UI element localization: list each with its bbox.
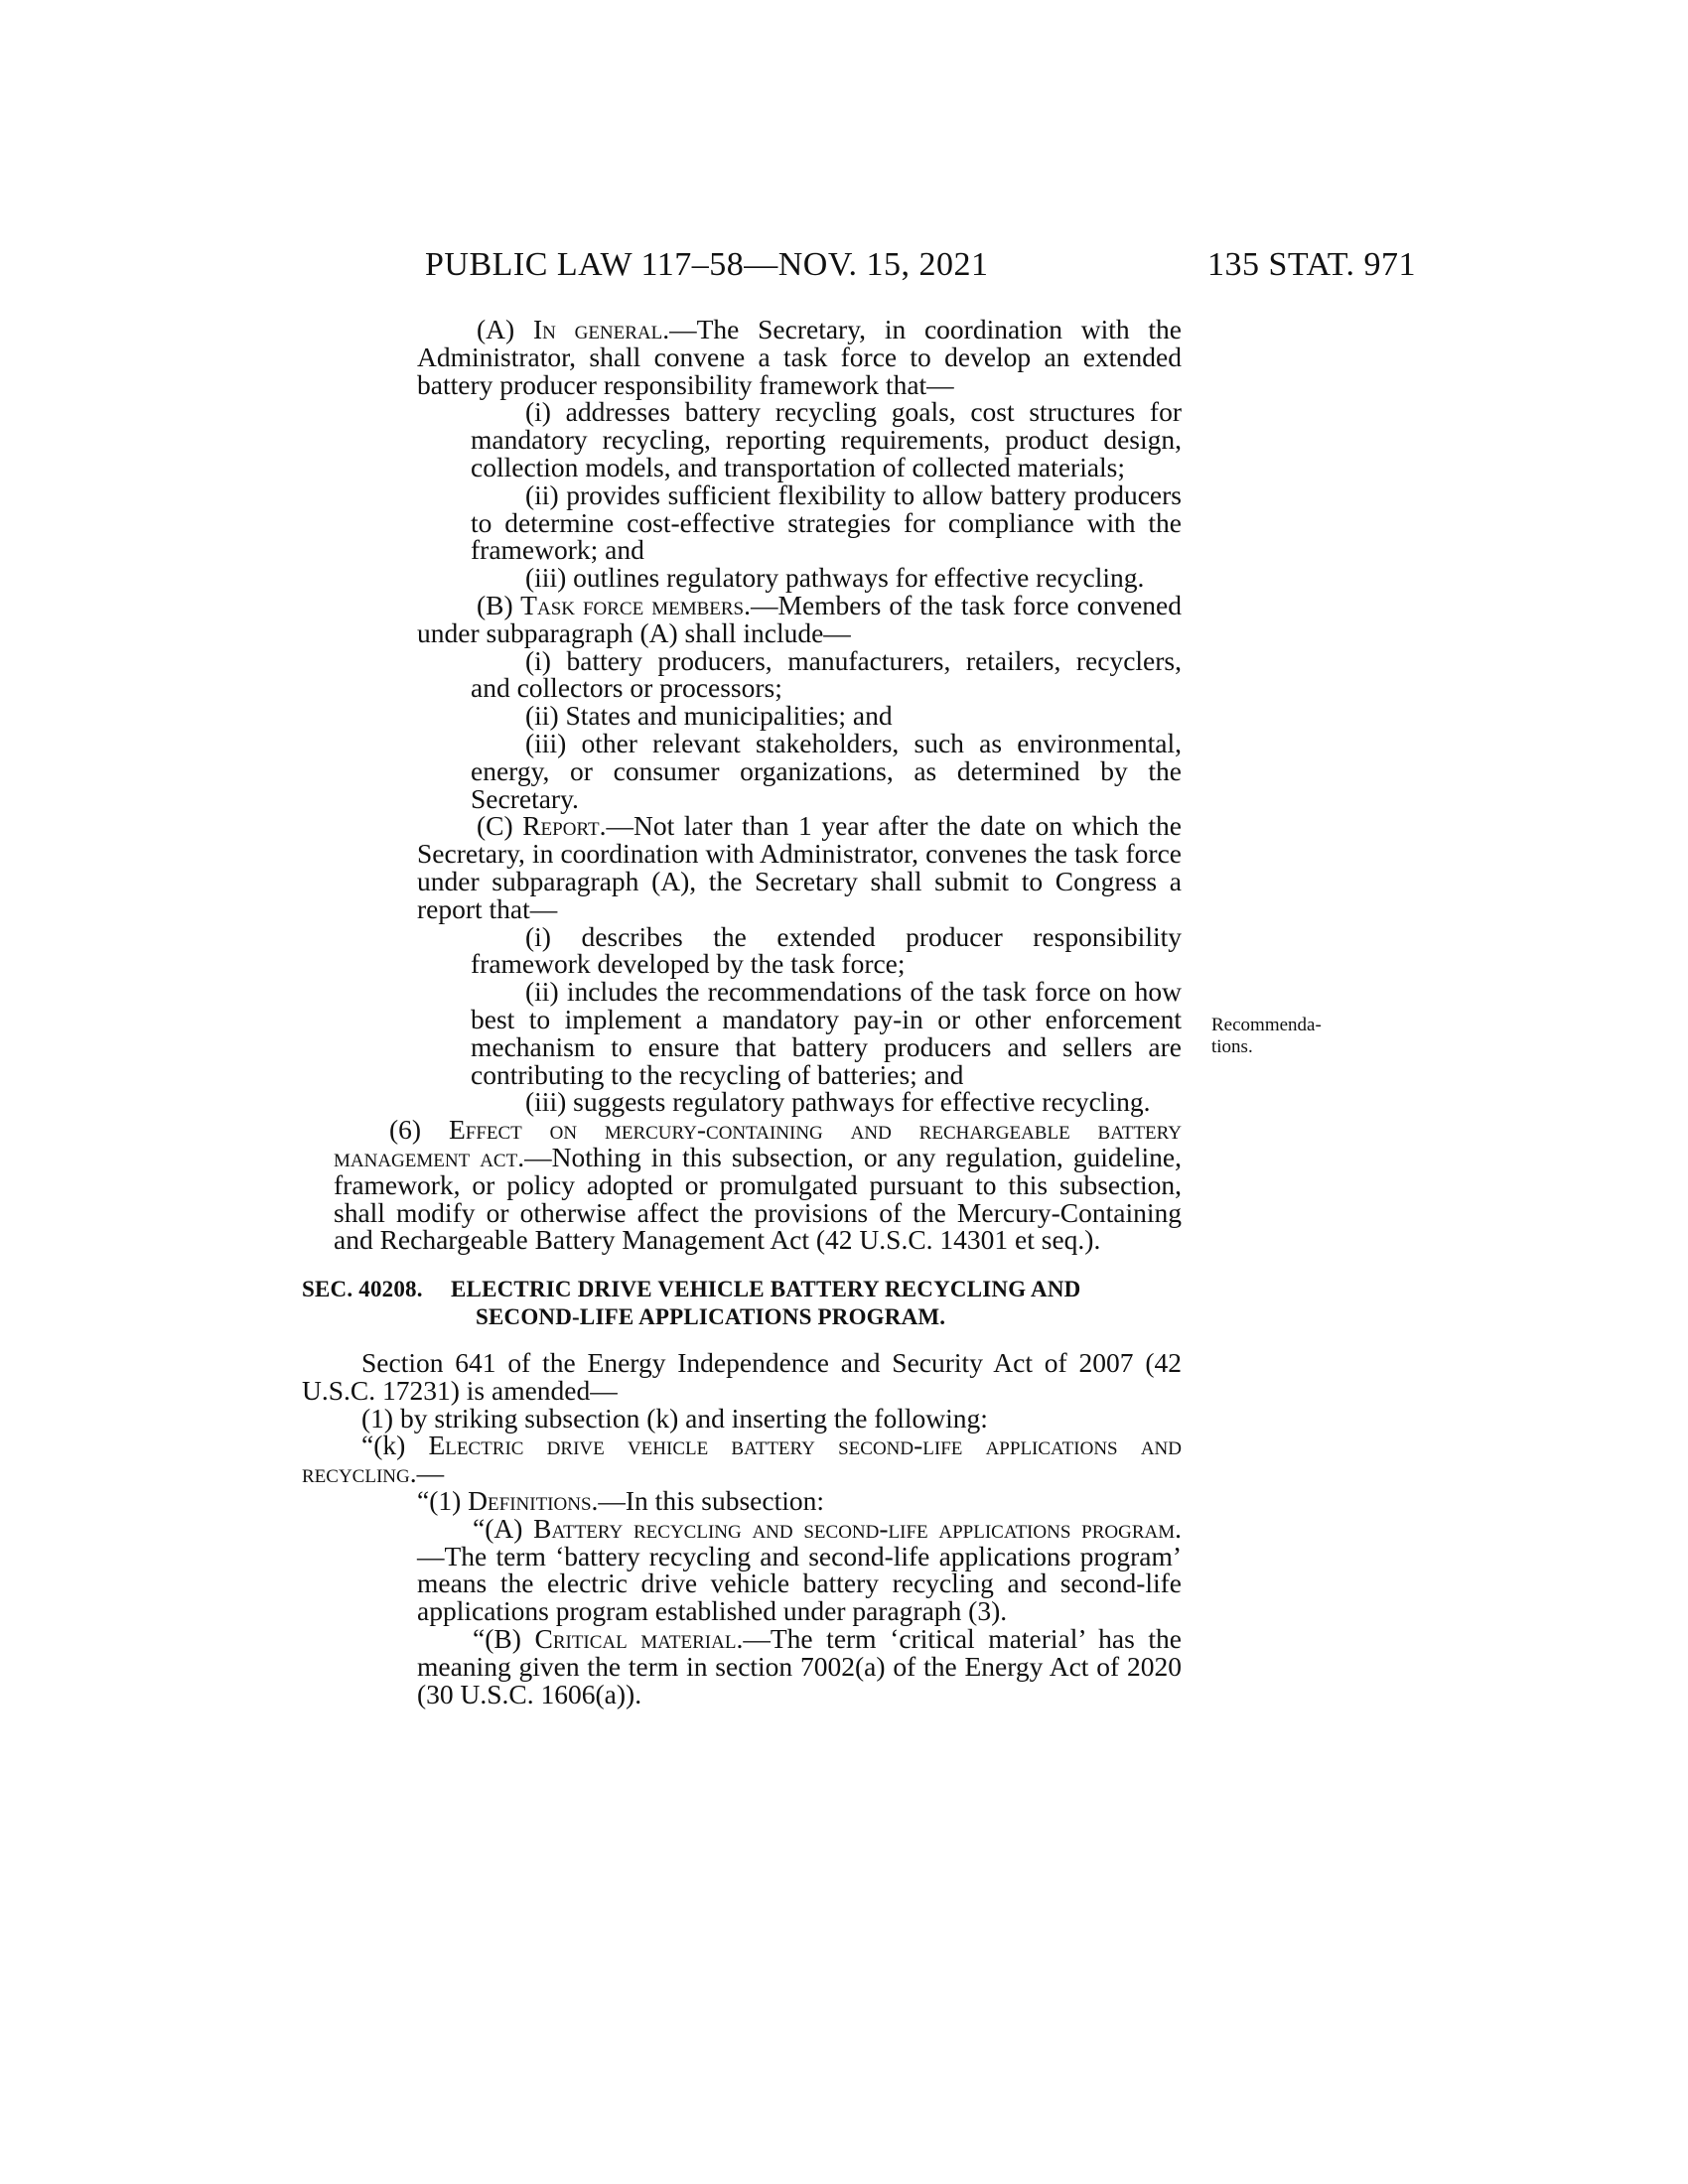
- running-header-law: PUBLIC LAW 117–58—NOV. 15, 2021: [425, 246, 989, 283]
- clause-C-i: (i) describes the extended producer responsibility framework developed by the task force;: [471, 920, 1182, 980]
- heading-report: eport: [540, 810, 600, 842]
- paragraph-6: (6) Effect on mercury-containing and rechargeable battery management act.—Nothing in this subsection, or any regulation, guideline, framework, or policy adopted or promulgated pursuant to this subsection, shall modify or otherwise affect the provisions of the Mercury-Containing and Rechargeable Battery Management Act (42 U.S.C. 14301 et seq.).: [334, 1114, 1183, 1256]
- section-intro: Section 641 of the Energy Independence and Security Act of 2007 (42 U.S.C. 17231) is amended—: [302, 1347, 1182, 1406]
- k-paragraph-1: “(1) Definitions.—In this subsection:: [417, 1485, 825, 1517]
- margin-note-line2: tions.: [1211, 1036, 1253, 1057]
- k-definition-A: “(A) Battery recycling and second-life applications program.—The term ‘battery recycling and second-life applications program’ means the electric drive vehicle battery recycling and second-life applications program established under paragraph (3).: [417, 1512, 1182, 1627]
- body-column: [302, 316, 1182, 1707]
- subparagraph-B: (B) Task force members.—Members of the task force convened under subparagraph (A) shall include—: [417, 589, 1182, 648]
- heading-critical-material: ritical material: [552, 1623, 737, 1655]
- heading-in-general: n general: [542, 314, 663, 344]
- margin-note-line1: Recommenda-: [1211, 1015, 1322, 1035]
- clause-A-ii: (ii) provides sufficient flexibility to allow battery producers to determine cost-effective strategies for compliance with the framework; and: [471, 478, 1182, 566]
- running-header-stat: 135 STAT. 971: [1207, 246, 1416, 283]
- heading-effect-on-act: ffect on mercury-containing and rechargeable battery management act: [334, 1114, 1182, 1172]
- clause-B-iii: (iii) other relevant stakeholders, such as environmental, energy, or consumer organizations, as determined by the Secretary.: [471, 727, 1182, 814]
- section-number: SEC. 40208.: [302, 1277, 423, 1302]
- clause-C-ii: (ii) includes the recommendations of the task force on how best to implement a mandatory pay-in or other enforcement mechanism to ensure that battery producers and sellers are contributing to the recycling of batteries; and: [471, 976, 1182, 1090]
- clause-B-ii: (ii) States and municipalities; and: [525, 700, 893, 732]
- amendment-item-1: (1) by striking subsection (k) and inserting the following:: [361, 1402, 988, 1433]
- margin-note: [1211, 1015, 1331, 1058]
- section-heading: [302, 1276, 1182, 1331]
- subparagraph-A: (A) In general.—The Secretary, in coordination with the Administrator, shall convene a task force to develop an extended battery producer responsibility framework that—: [417, 314, 1182, 400]
- heading-second-life: lectric drive vehicle battery second-life applications and recycling: [302, 1430, 1182, 1489]
- subparagraph-C: (C) Report.—Not later than 1 year after the date on which the Secretary, in coordination with Administrator, convenes the task force under subparagraph (A), the Secretary shall submit to Congress a report that—: [417, 810, 1182, 924]
- section-title: ELECTRIC DRIVE VEHICLE BATTERY RECYCLING AND SECOND-LIFE APPLICATIONS PROGRAM.: [451, 1277, 1081, 1330]
- subsection-k: “(k) Electric drive vehicle battery second-life applications and recycling.—: [302, 1430, 1182, 1489]
- clause-A-i: (i) addresses battery recycling goals, cost structures for mandatory recycling, reporting requirements, product design, collection models, and transportation of collected materials;: [471, 396, 1182, 482]
- clause-A-iii: (iii) outlines regulatory pathways for effective recycling.: [525, 562, 1145, 594]
- k-definition-B: “(B) Critical material.—The term ‘critical material’ has the meaning given the term in section 7002(a) of the Energy Act of 2020 (30 U.S.C. 1606(a)).: [417, 1623, 1182, 1709]
- heading-definitions: efinitions: [488, 1485, 592, 1517]
- heading-task-force-members: ask force members: [536, 589, 745, 620]
- clause-B-i: (i) battery producers, manufacturers, retailers, recyclers, and collectors or processors;: [471, 644, 1182, 704]
- heading-battery-program: attery recycling and second-life applications program: [551, 1512, 1176, 1544]
- clause-C-iii: (iii) suggests regulatory pathways for effective recycling.: [525, 1086, 1151, 1118]
